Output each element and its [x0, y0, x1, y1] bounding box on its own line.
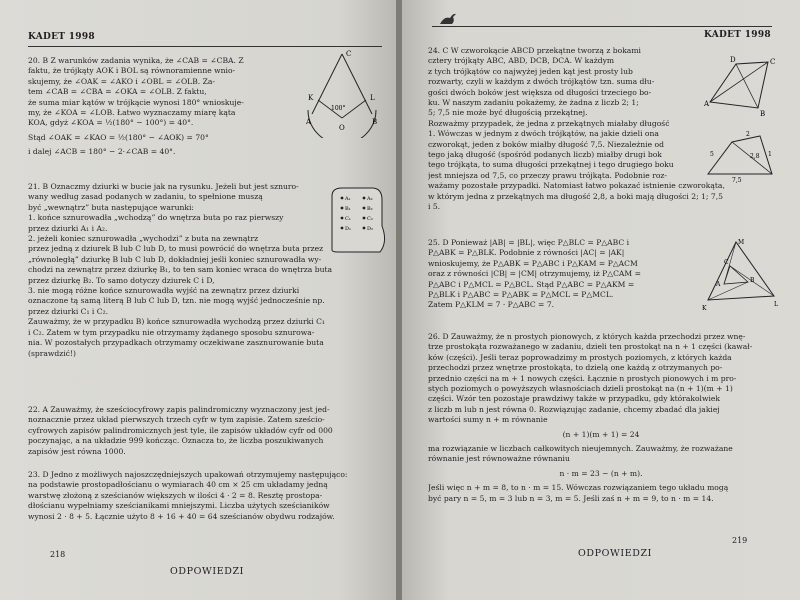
p26-line: równanie jest równoważne równaniu [428, 454, 570, 464]
p22-line: noznacznie przez układ pierwszych trzech cyfr w tym zapisie. Zatem sześcio- [28, 415, 325, 425]
p26-line: z liczb m lub n jest równa 0. Rozwiązując zadanie, chcemy zbadać dla jakiej [428, 404, 720, 414]
p20-line: i dalej ∠ACB = 180° − 2·∠CAB = 40°. [28, 147, 176, 157]
fig21-label: C₁ [345, 216, 351, 222]
right-header-rule [432, 26, 772, 27]
p23-line: warstwę złożoną z sześcianów większych w ilości 4 · 2 = 8. Resztę prostopa- [28, 490, 323, 500]
p20-line: skujemy, że ∠OAK = ∠AKO i ∠OBL = ∠OLB. Za- [28, 76, 215, 86]
p24-line: czworokąt, jeden z boków miałby długość 7,5. Niezależnie od [428, 139, 664, 149]
p20-line: KOA, gdyż ∠KOA = ½(180° − 100°) = 40°. [28, 118, 194, 128]
p26-line: Jeśli więc n + m = 8, to n · m = 15. Wówczas rozwiązaniem tego układu mogą [428, 483, 729, 493]
p20-line: 20. B Z warunków zadania wynika, że ∠CAB = ∠CBA. Z [28, 56, 244, 65]
fig25-label: K [702, 305, 707, 312]
p20-line: faktu, że trójkąty AOK i BOL są równoramienne wnio- [28, 66, 236, 76]
fig21-label: C₂ [367, 216, 373, 222]
p24-line: jest mniejsza od 7,5, co przeczy prawu trójkąta. Podobnie roz- [428, 170, 667, 180]
p20-line: Stąd ∠OAK = ∠KAO = ½(180° − ∠AOK) = 70° [28, 132, 209, 142]
fig24-length: 7,5 [732, 177, 742, 184]
p24-line: tego trójkąta, to suma długości przekątnej i tego drugiego boku [428, 160, 674, 170]
fig24-length: 5 [710, 151, 714, 158]
p25-line: P△ABC i P△MCL = P△BCL. Stąd P△ABC = P△AKM = [428, 279, 635, 289]
p25-line: Zatem P△KLM = 7 · P△ABC = 7. [428, 300, 555, 310]
p24-line: i 5. [428, 202, 441, 212]
p21-line: 2. jeżeli koniec sznurowadła „wychodzi” z buta na zewnątrz [28, 234, 259, 244]
p26-line: trze prostokąta rozważanego w zadaniu, dzieli ten prostokąt na n + 1 części (kawał- [428, 342, 753, 352]
p25-line: 25. D Ponieważ |AB| = |BL|, więc P△BLC = P△ABC i [428, 238, 630, 247]
figure-20-circle-triangle [300, 48, 384, 138]
p21-line: przez dziurki A₁ i A₂. [28, 223, 108, 233]
p21-line: i C₂. Zatem w tym przypadku nie otrzymamy żądanego sposobu sznurowa- [28, 327, 315, 337]
p26-line: części. Wzór ten pozostaje prawdziwy także w przypadku, gdy którakolwiek [428, 394, 720, 404]
right-footer: ODPOWIEDZI [578, 548, 653, 559]
right-page-number: 219 [732, 536, 748, 545]
p21-line: 1. końce sznurowadła „wchodzą” do wnętrza buta po raz pierwszy [28, 213, 284, 223]
fig21-label: D₁ [345, 226, 352, 232]
fig21-label: B₁ [345, 206, 351, 212]
p22-line: 22. A Zauważmy, że sześciocyfrowy zapis palindromiczny wyznaczony jest jed- [28, 405, 330, 414]
fig25-label: L [774, 301, 778, 308]
kangaroo-logo-icon [438, 10, 458, 26]
p24-line: 24. C W czworokącie ABCD przekątne tworzą z bokami [428, 46, 641, 55]
fig21-label: A₁ [345, 196, 351, 202]
fig20-label: L [370, 94, 375, 102]
fig24-label: B [760, 110, 766, 118]
fig21-label: B₂ [367, 206, 373, 212]
p21-line: chodzi na zewnątrz przez dziurkę B₁, to ten sam koniec wraca do wnętrza buta [28, 265, 333, 275]
problem-25 [428, 238, 718, 311]
p26-line: przechodzi przez wnętrze prostokąta, to dzielą one każdą z otrzymanych po- [428, 363, 723, 373]
p26-line: przednio części na m + 1 nowych części. Łącznie n prostych pionowych i m pro- [428, 373, 737, 383]
p24-line: gości dwóch boków jest większa od długości trzeciego bo- [428, 87, 652, 97]
p22-line: poczynając, a na układzie 999 kończąc. Oznacza to, że liczba poszukiwanych [28, 436, 324, 446]
problem-22 [28, 405, 386, 457]
p26-line: stych poziomych o powyższych własnościach dzieli prostokąt na (n + 1)(m + 1) [428, 384, 733, 394]
p23-line: na podstawie prostopadłościanu o wymiarach 40 cm × 25 cm układamy jedną [28, 480, 328, 490]
fig20-angle-label: 100° [331, 105, 346, 112]
p26-line: wartości sumy n + m równanie [428, 415, 548, 425]
p26-line: być pary n = 5, m = 3 lub n = 3, m = 5. Jeśli zaś n + m = 9, to n · m = 14. [428, 493, 714, 503]
p22-line: cyfrowych zapisów palindromicznych jest tyle, ile zapisów układów cyfr od 000 [28, 425, 333, 435]
left-page [0, 0, 398, 600]
figure-25-triangles [702, 236, 782, 314]
p21-line: Zauważmy, że w przypadku B) końce sznurowadła wychodzą przez dziurki C₁ [28, 317, 325, 327]
p26-equation: n · m = 23 − (n + m). [559, 468, 643, 478]
p24-line: w którym jedna z przekątnych ma długość 2,8, a boki mają długości 2; 1; 7,5 [428, 191, 723, 201]
left-page-number: 218 [50, 550, 66, 559]
p26-equation: (n + 1)(m + 1) = 24 [562, 429, 640, 439]
p21-line: „równoległą” dziurkę B lub C lub D, dokładniej jeśli koniec sznurowadła wy- [28, 254, 322, 264]
p21-line: przez dziurkę B₂. To samo dotyczy dziurek C i D, [28, 275, 215, 285]
p26-line: ków (części). Jeśli teraz poprowadzimy m prostych poziomych, z których każda [428, 352, 732, 362]
p24-line: z tych trójkątów co najwyżej jeden kąt jest prosty lub [428, 66, 633, 76]
p21-line: 3. nie mogą różne końce sznurowadła wyjść na zewnątrz przez dziurki [28, 286, 300, 296]
fig21-label: D₂ [367, 226, 374, 232]
problem-26 [428, 332, 774, 504]
p23-line: 23. D Jedno z możliwych najoszczędniejszych upakowań otrzymujemy następująco: [28, 470, 348, 479]
p21-line: nia. W pozostałych przypadkach otrzymamy oczekiwane zasznurowanie buta [28, 338, 324, 348]
fig20-label: C [346, 50, 352, 58]
p25-line: oraz z równości |CB| = |CM| otrzymujemy, iż P△CAM = [428, 269, 641, 279]
problem-20 [28, 56, 298, 158]
p23-line: dłościanu wypełniamy sześcianikami mniejszymi. Liczba użytych sześcianików [28, 501, 330, 511]
p23-line: wynosi 2 · 8 + 5. Łącznie użyto 8 + 16 + 40 = 64 sześcianów obydwu rodzajów. [28, 511, 335, 521]
fig20-label: B [372, 118, 378, 126]
p25-line: P△ABK = P△BLK. Podobnie z równości |AC| = |AK| [428, 248, 625, 258]
fig25-label: M [738, 239, 745, 246]
fig24-length: 1 [768, 151, 772, 158]
p21-line: (sprawdzić!) [28, 348, 76, 358]
fig25-label: B [750, 277, 755, 284]
p24-line: Rozważmy przypadek, że jedna z przekątnych miałaby długość [428, 118, 670, 128]
p20-line: że suma miar kątów w trójkącie wynosi 180° wnioskuje- [28, 97, 244, 107]
right-running-header: KADET 1998 [704, 30, 771, 40]
p22-line: zapisów jest równa 1000. [28, 446, 126, 456]
p21-line: oznaczone tą samą literą B lub C lub D, tzn. nie mogą wyjść jednocześnie np. [28, 296, 325, 306]
p21-line: przez dziurki C₁ i C₂. [28, 306, 109, 316]
fig24-length: 2 [746, 131, 750, 138]
figure-21-shoe [328, 186, 390, 256]
fig20-label: A [306, 118, 312, 126]
p21-line: 21. B Oznaczmy dziurki w bucie jak na rysunku. Jeżeli but jest sznuro- [28, 182, 299, 191]
fig25-label: C [724, 259, 729, 266]
p24-line: ku. W naszym zadaniu pokażemy, że żadna z liczb 2; 1; [428, 98, 639, 108]
p24-line: rozwarty, czyli w każdym z dwóch trójkątów tzn. suma dłu- [428, 77, 655, 87]
right-page [402, 0, 800, 600]
p20-line: tem ∠CAB = ∠CBA = ∠OKA = ∠OLB. Z faktu, [28, 87, 207, 97]
p26-line: ma rozwiązanie w liczbach całkowitych nieujemnych. Zauważmy, że rozważane [428, 444, 733, 454]
p24-line: 1. Wówczas w jednym z dwóch trójkątów, na jakie dzieli ona [428, 129, 659, 139]
problem-24 [428, 46, 725, 213]
p24-line: cztery trójkąty ABC, ABD, DCB, DCA. W każdym [428, 56, 615, 66]
p25-line: P△BLK i P△ABC = P△ABK = P△MCL = P△MCL. [428, 290, 614, 300]
left-footer: ODPOWIEDZI [170, 566, 245, 577]
fig20-label: K [308, 94, 314, 102]
p20-line: my, że ∠KOA = ∠LOB. Łatwo wyznaczamy miarę kąta [28, 108, 236, 118]
p24-line: 5; 7,5 nie może być długością przekątnej. [428, 108, 588, 118]
p21-line: przez jedną z dziurek B lub C lub D, to musi powrócić do wnętrza buta przez [28, 244, 324, 254]
fig25-label: A [716, 281, 721, 288]
fig24-label: C [770, 58, 776, 66]
fig24-label: D [730, 56, 736, 64]
p24-line: tego jaką długość (spośród podanych liczb) miałby drugi bok [428, 150, 662, 160]
fig24-label: A [704, 100, 710, 108]
p24-line: ważamy pozostałe przypadki. Natomiast łatwo pokazać istnienie czworokąta, [428, 181, 725, 191]
p25-line: wnioskujemy, że P△ABK = P△ABC i P△KAM = P△ACM [428, 258, 638, 268]
fig21-label: A₂ [367, 196, 373, 202]
figure-24-quadrilaterals [702, 52, 782, 188]
p26-line: 26. D Zauważmy, że n prostych pionowych, z których każda przechodzi przez wnę- [428, 332, 746, 341]
p21-line: wany według zasad podanych w zadaniu, to spełnione muszą [28, 192, 263, 202]
left-running-header: KADET 1998 [28, 32, 95, 42]
left-header-rule [28, 46, 382, 47]
fig24-length: 2,8 [750, 153, 760, 160]
fig20-label: O [339, 124, 345, 132]
problem-23 [28, 470, 386, 522]
p21-line: być „wewnątrz” buta następujące warunki: [28, 202, 194, 212]
